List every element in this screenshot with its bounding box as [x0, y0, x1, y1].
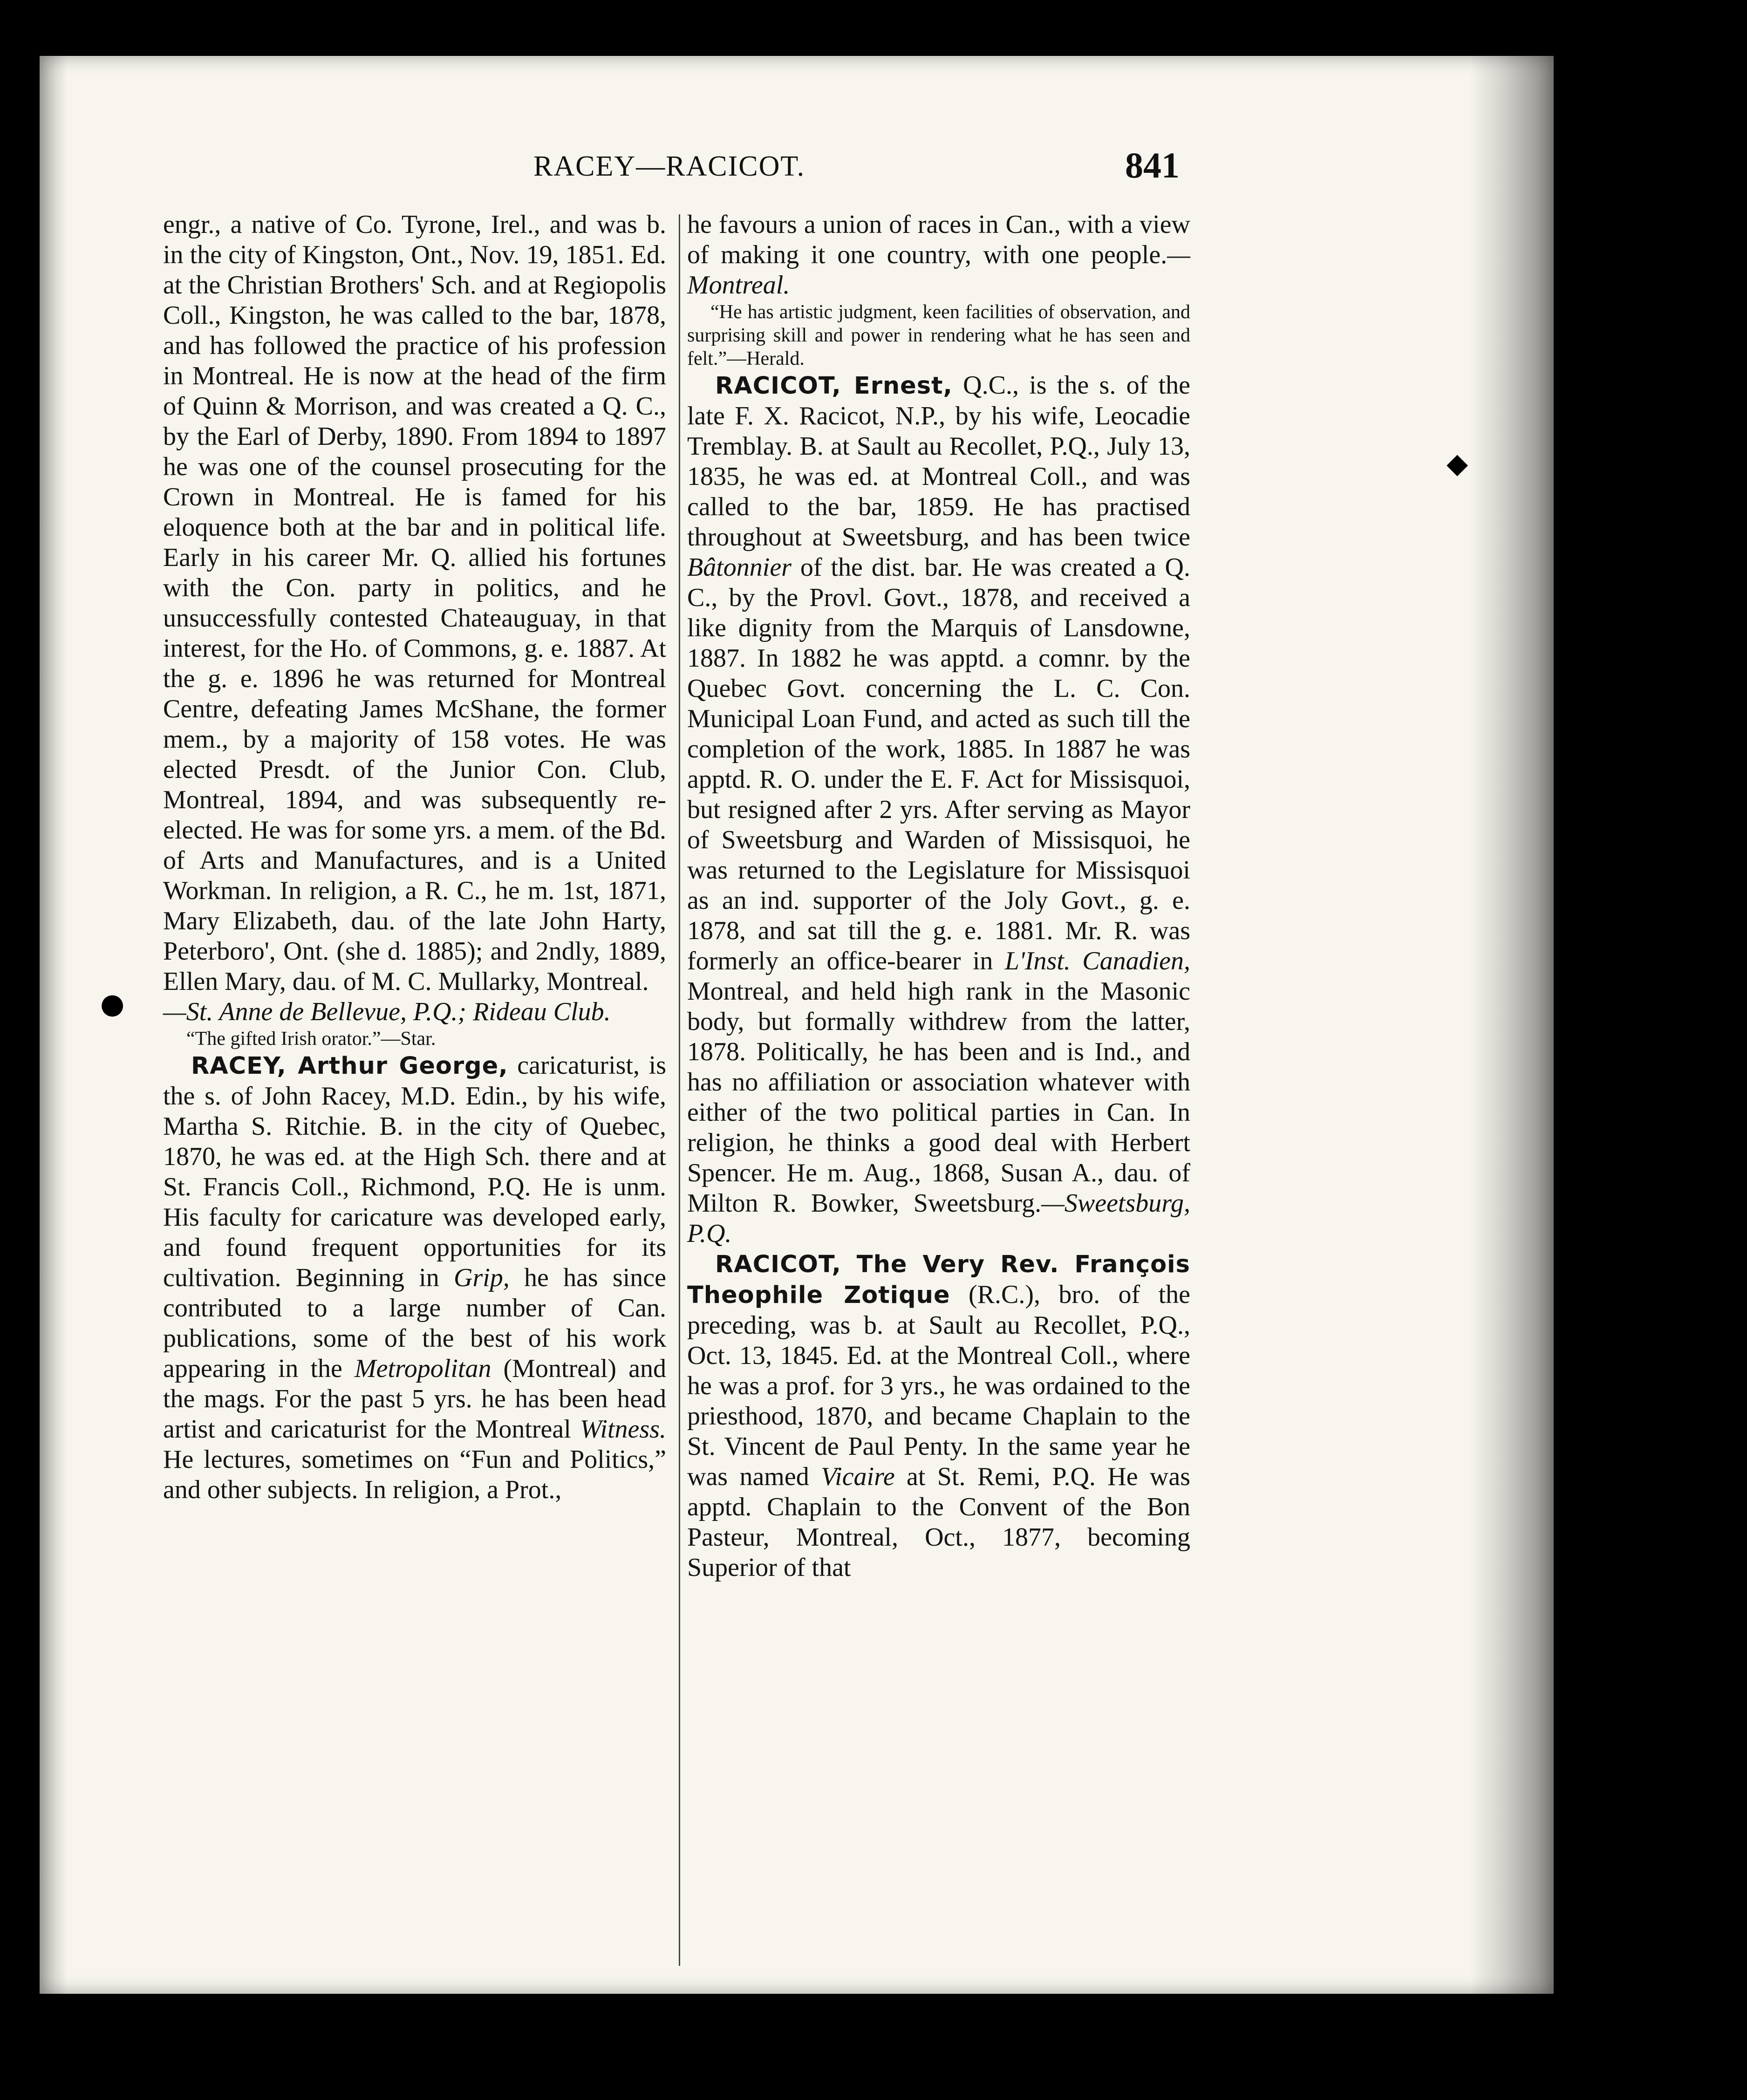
- racey-quote: “He has artistic judgment, keen facilities of observation, and surprising skill and power in rendering what he has seen and felt.”—Herald.: [687, 301, 1190, 369]
- ernest-body-3: Montreal, and held high rank in the Masonic body, but formally withdrew from the latter, 1878. Politically, he has been and is Ind., and has no affiliation or association whatever with either of the two political parties in Can. In religion, he thinks a good deal with Herbert Spencer. He m. Aug., 1868, Susan A., dau. of Milton R. Bowker, Sweetsburg.: [687, 977, 1190, 1218]
- ernest-batonnier: Bâtonnier: [687, 553, 792, 582]
- francois-vicaire: Vicaire: [821, 1462, 895, 1491]
- ink-speck: ●: [100, 988, 125, 1020]
- left-column: [163, 210, 666, 1505]
- racey-grip: Grip,: [454, 1263, 510, 1292]
- page-number: 841: [1125, 145, 1180, 185]
- entry-quinn-continuation: [163, 210, 666, 997]
- running-head: [40, 144, 1228, 191]
- ernest-inst-canadien: L'Inst. Canadien,: [1004, 947, 1190, 975]
- entry-racey-quote: [687, 300, 1190, 370]
- racey-body-3: (Montreal) and the mags. For the past 5 yrs. he has been head artist and caricaturist for the Montreal: [163, 1354, 667, 1444]
- francois-body-1: (R.C.), bro. of the preceding, was b. at Sault au Recollet, P.Q., Oct. 13, 1845. Ed. at the Montreal Coll., where he was a prof. for 3 yrs., he was ordained to the priesthood, 1870, and became Chaplain to the St. Vincent de Paul Penty. In the same year he was named: [687, 1280, 1190, 1491]
- entry-quinn-address: [163, 997, 666, 1027]
- scanned-page: [40, 56, 1554, 1994]
- entry-quinn-quote: [163, 1027, 666, 1050]
- running-head-title: RACEY—RACICOT.: [533, 150, 805, 182]
- entry-racey: [163, 1050, 666, 1505]
- racey-witness: Witness.: [580, 1415, 666, 1444]
- racey-body-4: He lectures, sometimes on “Fun and Politics,” and other subjects. In religion, a Prot.,: [163, 1445, 666, 1504]
- racey-name: RACEY, Arthur George,: [191, 1052, 508, 1080]
- ernest-body-2: of the dist. bar. He was created a Q. C., by the Provl. Govt., 1878, and received a like dignity from the Marquis of Lansdowne, 1887. In 1882 he was apptd. a comnr. by the Quebec Govt. concerning the L. C. Con. Municipal Loan Fund, and acted as such till the completion of the work, 1885. In 1887 he was apptd. R. O. under the E. F. Act for Missisquoi, but resigned after 2 yrs. After serving as Mayor of Sweetsburg and Warden of Missisquoi, he was returned to the Legislature for Missisquoi as an ind. supporter of the Joly Govt., g. e. 1878, and sat till the g. e. 1881. Mr. R. was formerly an office-bearer in: [687, 553, 1190, 975]
- racey-address: —Montreal.: [687, 240, 1190, 300]
- quinn-quote: “The gifted Irish orator.”—Star.: [186, 1028, 436, 1050]
- column-divider: [679, 214, 680, 1966]
- page-edge-shadow-right: [1470, 56, 1554, 1994]
- racey-cont: he favours a union of races in Can., with a view of making it one country, with one people.: [687, 210, 1190, 269]
- ernest-address: —Sweetsburg, P.Q.: [687, 1189, 1190, 1248]
- ernest-body-1: Q.C., is the s. of the late F. X. Racicot, N.P., by his wife, Leocadie Tremblay. B. at Sault au Recollet, P.Q., July 13, 1835, he was ed. at Montreal Coll., and was called to the bar, 1859. He has practised throughout at Sweetsburg, and has been twice: [687, 371, 1190, 552]
- ernest-name: RACICOT, Ernest,: [715, 372, 953, 400]
- quinn-address: —St. Anne de Bellevue, P.Q.; Rideau Club.: [163, 997, 611, 1026]
- francois-body-2: at St. Remi, P.Q. He was apptd. Chaplain to the Convent of the Bon Pasteur, Montreal, Oct., 1877, becoming Superior of that: [687, 1462, 1190, 1582]
- quinn-body: engr., a native of Co. Tyrone, Irel., and was b. in the city of Kingston, Ont., Nov. 19, 1851. Ed. at the Christian Brothers' Sch. and at Regiopolis Coll., Kingston, he was called to the bar, 1878, and has followed the practice of his profession in Montreal. He is now at the head of the firm of Quinn & Morrison, and was created a Q. C., by the Earl of Derby, 1890. From 1894 to 1897 he was one of the counsel prosecuting for the Crown in Montreal. He is famed for his eloquence both at the bar and in political life. Early in his career Mr. Q. allied his fortunes with the Con. party in politics, and he unsuccessfully contested Chateauguay, in that interest, for the Ho. of Commons, g. e. 1887. At the g. e. 1896 he was returned for Montreal Centre, defeating James McShane, the former mem., by a majority of 158 votes. He was elected Presdt. of the Junior Con. Club, Montreal, 1894, and was subsequently re-elected. He was for some yrs. a mem. of the Bd. of Arts and Manufactures, and is a United Workman. In religion, a R. C., he m. 1st, 1871, Mary Elizabeth, dau. of the late John Harty, Peterboro', Ont. (she d. 1885); and 2ndly, 1889, Ellen Mary, dau. of M. C. Mullarky, Montreal.: [163, 210, 666, 996]
- entry-racey-continuation: [687, 210, 1190, 300]
- francois-name: RACICOT, The Very Rev. François Theophile Zotique: [687, 1251, 1190, 1309]
- right-column: [687, 210, 1190, 1583]
- racey-body-2: he has since contributed to a large number of Can. publications, some of the best of his work appearing in the: [163, 1263, 666, 1383]
- entry-ernest-racicot: [687, 370, 1190, 1249]
- page-edge-shadow-left: [40, 56, 68, 1994]
- racey-metropolitan: Metropolitan: [354, 1354, 491, 1383]
- ink-speck: ◆: [1447, 447, 1468, 480]
- racey-body-1: caricaturist, is the s. of John Racey, M.D. Edin., by his wife, Martha S. Ritchie. B. in the city of Quebec, 1870, he was ed. at the High Sch. there and at St. Francis Coll., Richmond, P.Q. He is unm. His faculty for caricature was developed early, and found frequent opportunities for its cultivation. Beginning in: [163, 1051, 666, 1292]
- entry-francois-racicot: [687, 1249, 1190, 1583]
